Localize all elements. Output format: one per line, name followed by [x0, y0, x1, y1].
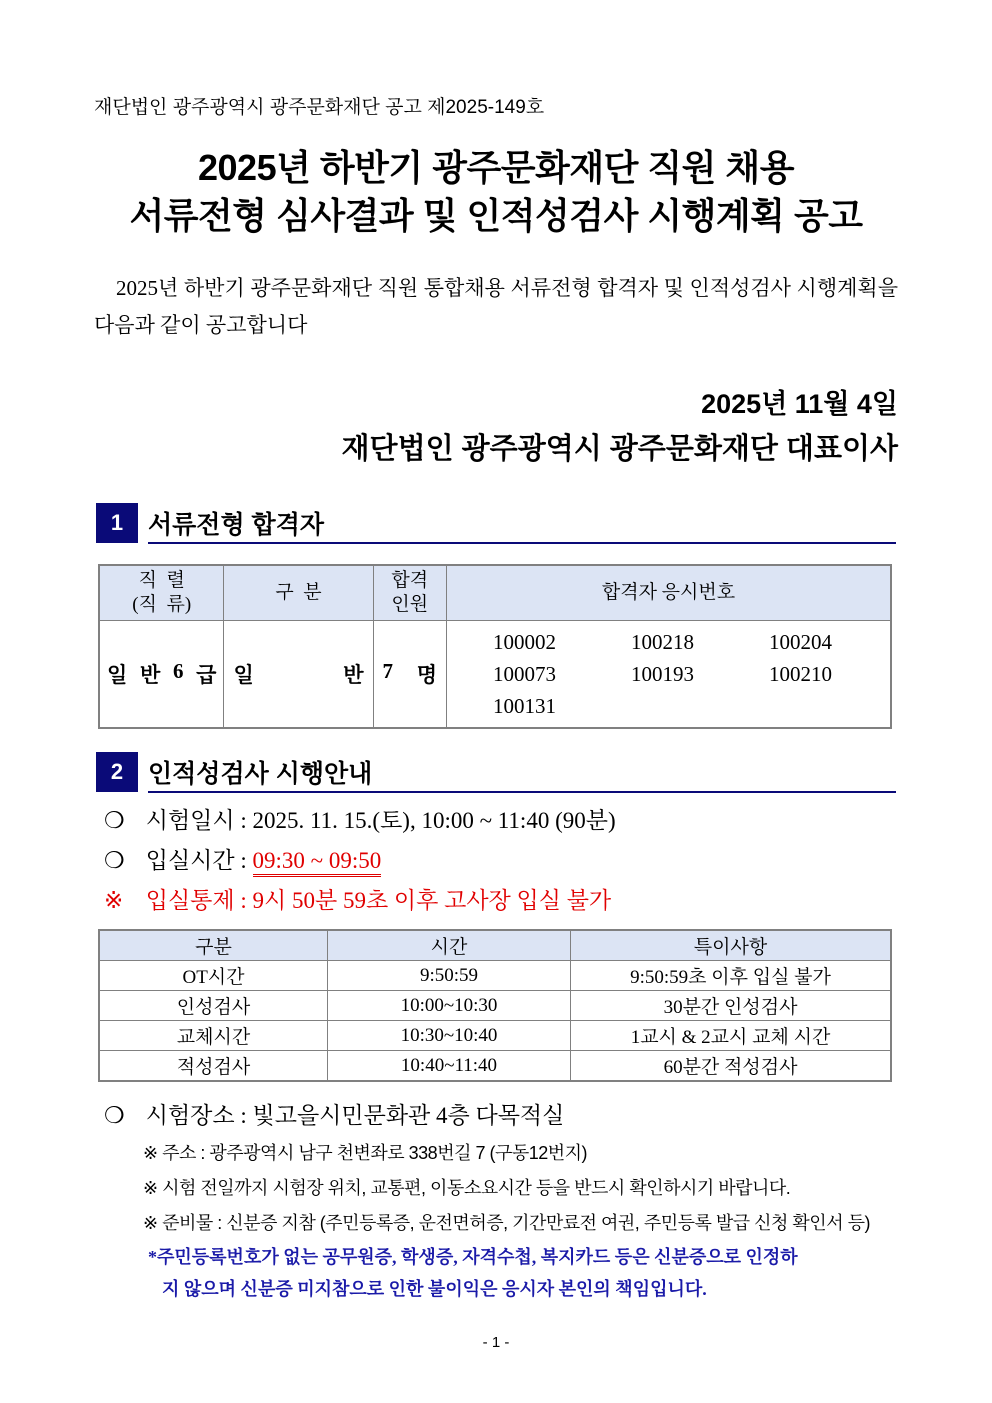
table-header-row — [99, 930, 891, 961]
cell-category: 일 반 — [224, 621, 373, 729]
table-row: 인성검사 10:00~10:30 30분간 인성검사 — [99, 991, 891, 1021]
section-2-heading — [96, 752, 896, 792]
header-remarks: 특이사항 — [571, 930, 892, 961]
intro-text: 2025년 하반기 광주문화재단 직원 통합채용 서류전형 합격자 및 인적성검사 시행계획을 다음과 같이 공고합니다 — [94, 276, 898, 337]
header-count: 합격 인원 — [373, 565, 446, 621]
note-address: ※ 주소 : 광주광역시 남구 천변좌로 338번길 7 (구동12번지) — [143, 1143, 588, 1163]
table-row: 교체시간 10:30~10:40 1교시 & 2교시 교체 시간 — [99, 1021, 891, 1051]
circle-bullet-icon: ❍ — [104, 1103, 125, 1128]
section-2-divider — [148, 791, 896, 793]
cell-applicant-numbers — [447, 621, 892, 729]
applicant-number: 100002 — [493, 630, 556, 654]
exam-datetime-line — [104, 802, 616, 835]
applicant-number: 100218 — [631, 630, 694, 654]
id-warning-line-1: *주민등록번호가 없는 공무원증, 학생증, 자격수첩, 복지카드 등은 신분증으로 인정하 — [148, 1247, 798, 1267]
header-category: 구 분 — [224, 565, 373, 621]
venue-label: 시험장소 : — [145, 1103, 247, 1128]
reference-mark-icon: ※ — [143, 1213, 158, 1233]
entry-control-value: 9시 50분 59초 이후 고사장 입실 불가 — [252, 888, 612, 913]
header-time: 시간 — [328, 930, 571, 961]
applicant-number: 100193 — [631, 662, 694, 686]
table-row — [99, 621, 891, 729]
section-1-divider — [148, 542, 896, 544]
header-series: 직 렬 (직 류) — [99, 565, 224, 621]
cell-series: 일 반 6 급 — [99, 621, 224, 729]
applicant-number: 100073 — [493, 662, 556, 686]
section-1-number-badge: 1 — [96, 503, 138, 543]
section-1-heading — [96, 503, 896, 543]
passed-applicants-table — [98, 564, 892, 729]
entry-control-label: 입실통제 : — [145, 888, 247, 913]
circle-bullet-icon: ❍ — [104, 848, 125, 873]
reference-mark-icon: ※ — [143, 1143, 158, 1163]
title-line-1: 2025년 하반기 광주문화재단 직원 채용 — [198, 147, 794, 188]
intro-paragraph — [94, 270, 898, 344]
circle-bullet-icon: ❍ — [104, 808, 125, 833]
venue-line — [104, 1097, 564, 1130]
entry-time-line — [104, 842, 381, 875]
venue-value: 빛고을시민문화관 4층 다목적실 — [252, 1103, 565, 1128]
table-row: 적성검사 10:40~11:40 60분간 적성검사 — [99, 1051, 891, 1082]
note-check-location: ※ 시험 전일까지 시험장 위치, 교통편, 이동소요시간 등을 반드시 확인하시기 바랍니다. — [143, 1178, 791, 1198]
title-line-2: 서류전형 심사결과 및 인적성검사 시행계획 공고 — [129, 195, 863, 236]
applicant-number: 100210 — [769, 662, 832, 686]
table-row: OT시간 9:50:59 9:50:59초 이후 입실 불가 — [99, 961, 891, 991]
id-warning-line-2: 지 않으며 신분증 미지참으로 인한 불이익은 응시자 본인의 책임입니다. — [162, 1279, 707, 1299]
cell-count: 7 명 — [373, 621, 446, 729]
page-number: - 1 - — [482, 1334, 510, 1351]
header-division: 구분 — [99, 930, 328, 961]
section-1-title: 서류전형 합격자 — [148, 511, 324, 539]
section-2-number-badge: 2 — [96, 752, 138, 792]
reference-mark-icon: ※ — [143, 1178, 158, 1198]
entry-control-line — [104, 882, 611, 915]
entry-time-label: 입실시간 : — [145, 848, 247, 873]
exam-datetime-label: 시험일시 : — [145, 808, 247, 833]
table-header-row — [99, 565, 891, 621]
announcement-number: 재단법인 광주광역시 광주문화재단 공고 제2025-149호 — [94, 97, 545, 118]
entry-time-value: 09:30 ~ 09:50 — [253, 848, 382, 877]
note-required-items: ※ 준비물 : 신분증 지참 (주민등록증, 운전면허증, 기간만료전 여권, 주민등록 발급 신청 확인서 등) — [143, 1213, 870, 1233]
exam-datetime-value: 2025. 11. 15.(토), 10:00 ~ 11:40 (90분) — [252, 808, 616, 833]
exam-schedule-table — [98, 929, 892, 1082]
signature-org: 재단법인 광주광역시 광주문화재단 대표이사 — [341, 433, 898, 465]
applicant-number: 100204 — [769, 630, 832, 654]
reference-mark-icon: ※ — [104, 888, 124, 913]
header-applicant-numbers: 합격자 응시번호 — [447, 565, 892, 621]
section-2-title: 인적성검사 시행안내 — [148, 760, 373, 788]
applicant-number: 100131 — [493, 694, 556, 718]
signature-date: 2025년 11월 4일 — [701, 389, 898, 419]
